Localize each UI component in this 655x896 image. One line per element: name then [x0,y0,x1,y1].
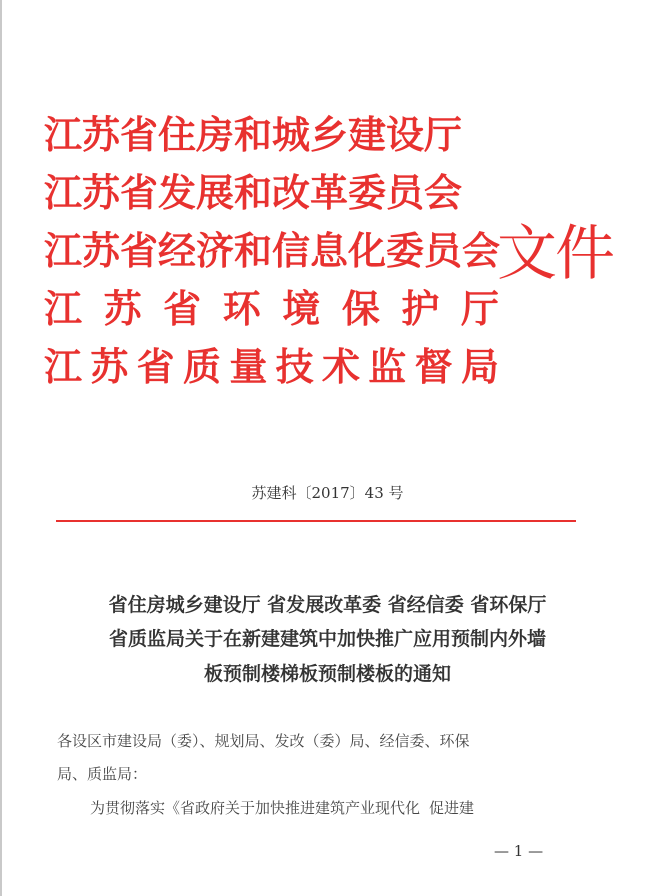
issuer-character: 境 [282,287,321,331]
issuer-character: 苏 [103,287,142,331]
issuer-character: 江 [44,287,83,331]
notice-title-line-2: 省质监局关于在新建建筑中加快推广应用预制内外墙 [108,628,546,650]
document-word: 文件 [497,219,613,289]
addressee-line-1: 各设区市建设局（委）、规划局、发改（委）局、经信委、环保 [57,732,470,750]
body-paragraph-start: 为贯彻落实《省政府关于加快推进建筑产业现代化 促进建 [90,799,475,817]
document-number: 苏建科〔2017〕43 号 [251,484,404,502]
issuer-economy-commission: 江苏省经济和信息化委员会 [44,229,501,273]
issuer-character: 环 [222,287,261,331]
issuer-quality-bureau [44,342,499,392]
issuer-character: 量 [229,345,268,389]
red-divider-line [56,520,576,522]
addressee-line-2: 局、质监局： [57,765,148,783]
issuer-character: 苏 [90,345,129,389]
issuer-character: 省 [163,287,202,331]
page-left-edge [0,0,2,896]
issuer-housing-department: 江苏省住房和城乡建设厅 [44,113,463,157]
issuer-character: 质 [182,345,221,389]
issuer-environment-department [44,284,499,334]
issuer-character: 术 [321,345,360,389]
issuer-character: 督 [414,345,453,389]
issuer-development-commission: 江苏省发展和改革委员会 [44,171,463,215]
page-number: — 1 — [494,842,544,860]
issuer-character: 局 [460,345,499,389]
notice-title-line-3: 板预制楼梯板预制楼板的通知 [203,663,451,685]
issuer-character: 厅 [460,287,499,331]
issuer-character: 监 [368,345,407,389]
notice-title-line-1: 省住房城乡建设厅 省发展改革委 省经信委 省环保厅 [108,594,547,616]
issuer-character: 保 [341,287,380,331]
issuer-character: 护 [401,287,440,331]
issuer-character: 技 [275,345,314,389]
issuer-character: 江 [44,345,83,389]
issuer-character: 省 [136,345,175,389]
